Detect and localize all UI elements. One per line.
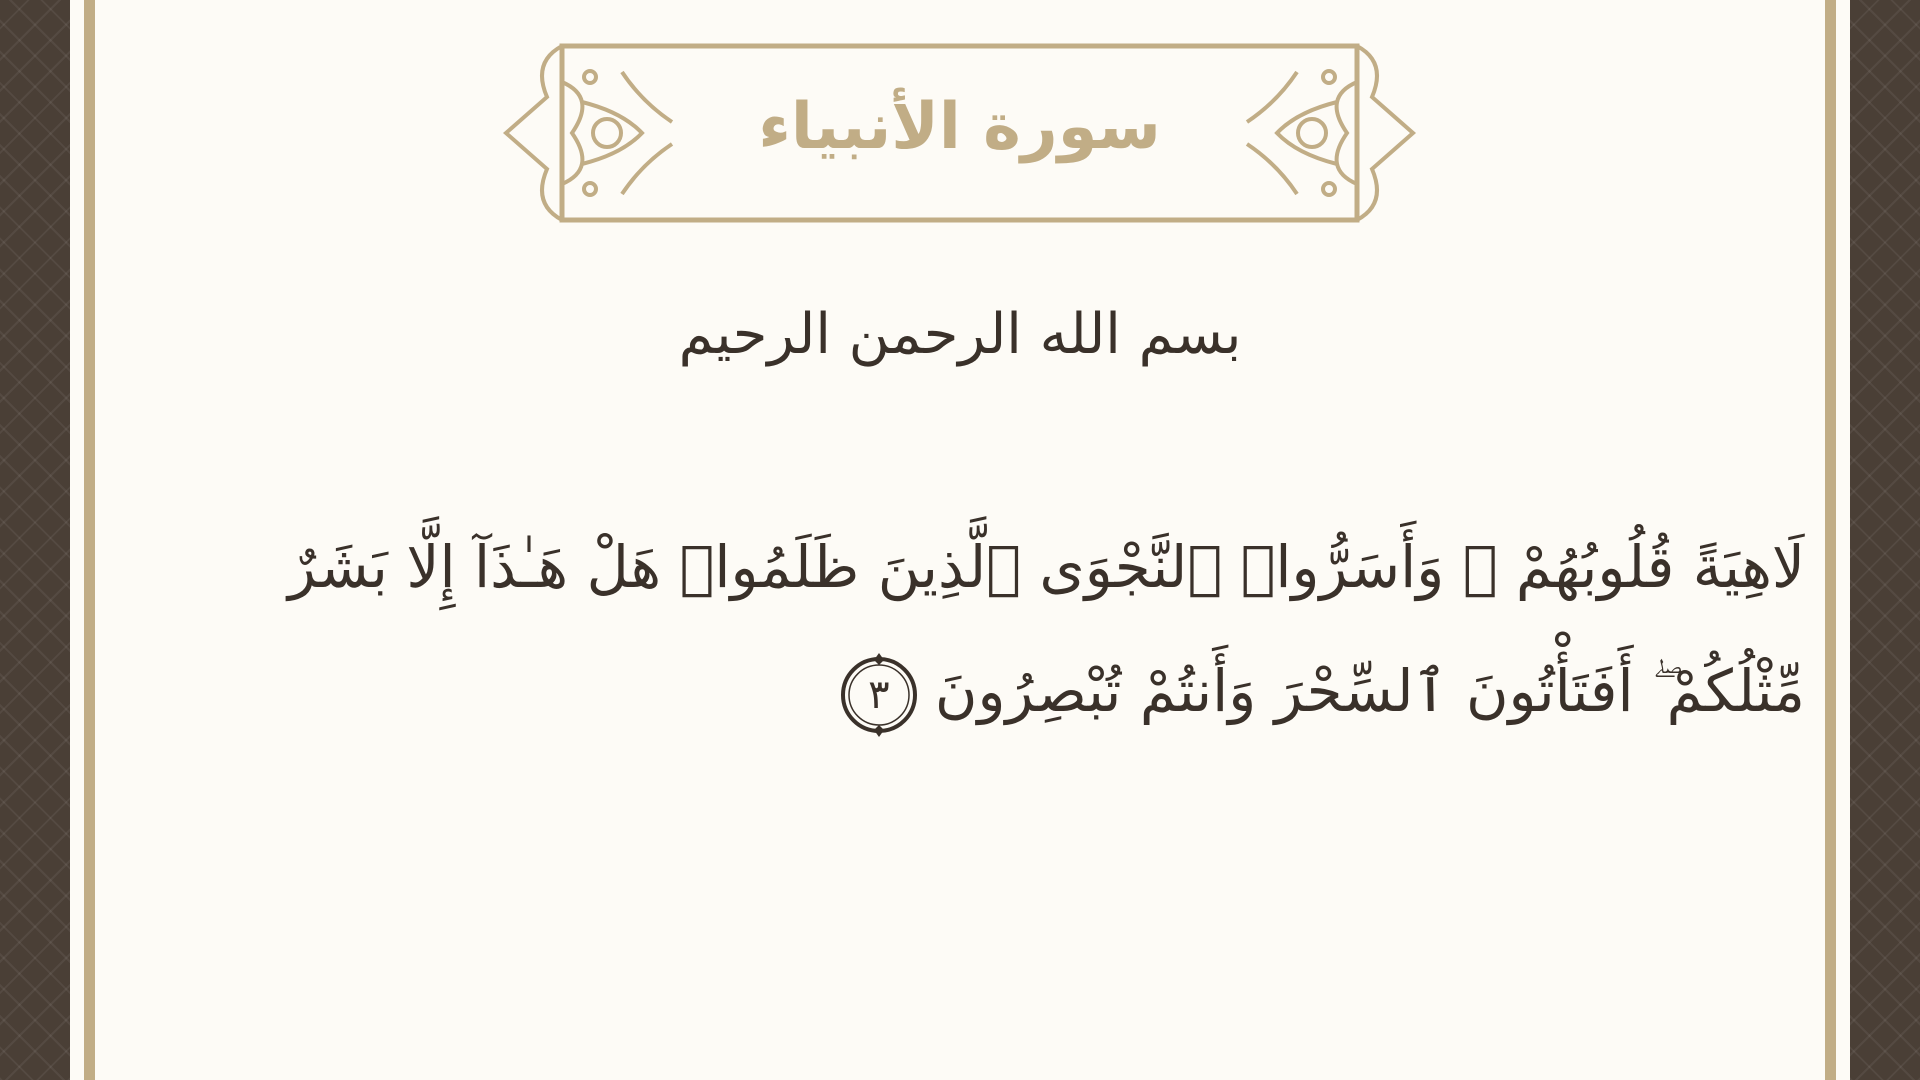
surah-title: سورة الأنبياء bbox=[758, 90, 1161, 164]
verse-line-2 bbox=[320, 629, 1805, 753]
gold-rule-right bbox=[1825, 0, 1836, 1080]
verse-line-1: لَاهِيَةً قُلُوبُهُمْ ۗ وَأَسَرُّوا۟ ٱلنَّجْوَى ٱلَّذِينَ ظَلَمُوا۟ هَلْ هَـٰذَآ إِلَّا بَشَرٌ bbox=[288, 533, 1805, 601]
verse-text bbox=[288, 505, 1805, 753]
verse-line-2-text: مِّثْلُكُمْ ۖ أَفَتَأْتُونَ ٱلسِّحْرَ وَأَنتُمْ تُبْصِرُونَ bbox=[934, 657, 1805, 725]
basmala: بسم الله الرحمن الرحيم bbox=[678, 302, 1242, 367]
ayah-number: ٣ bbox=[868, 671, 890, 718]
gold-rule-left bbox=[84, 0, 95, 1080]
ayah-end-marker-icon bbox=[837, 653, 921, 737]
decorative-border-left bbox=[0, 0, 70, 1080]
surah-header-cartouche bbox=[502, 42, 1417, 224]
decorative-border-right bbox=[1850, 0, 1920, 1080]
